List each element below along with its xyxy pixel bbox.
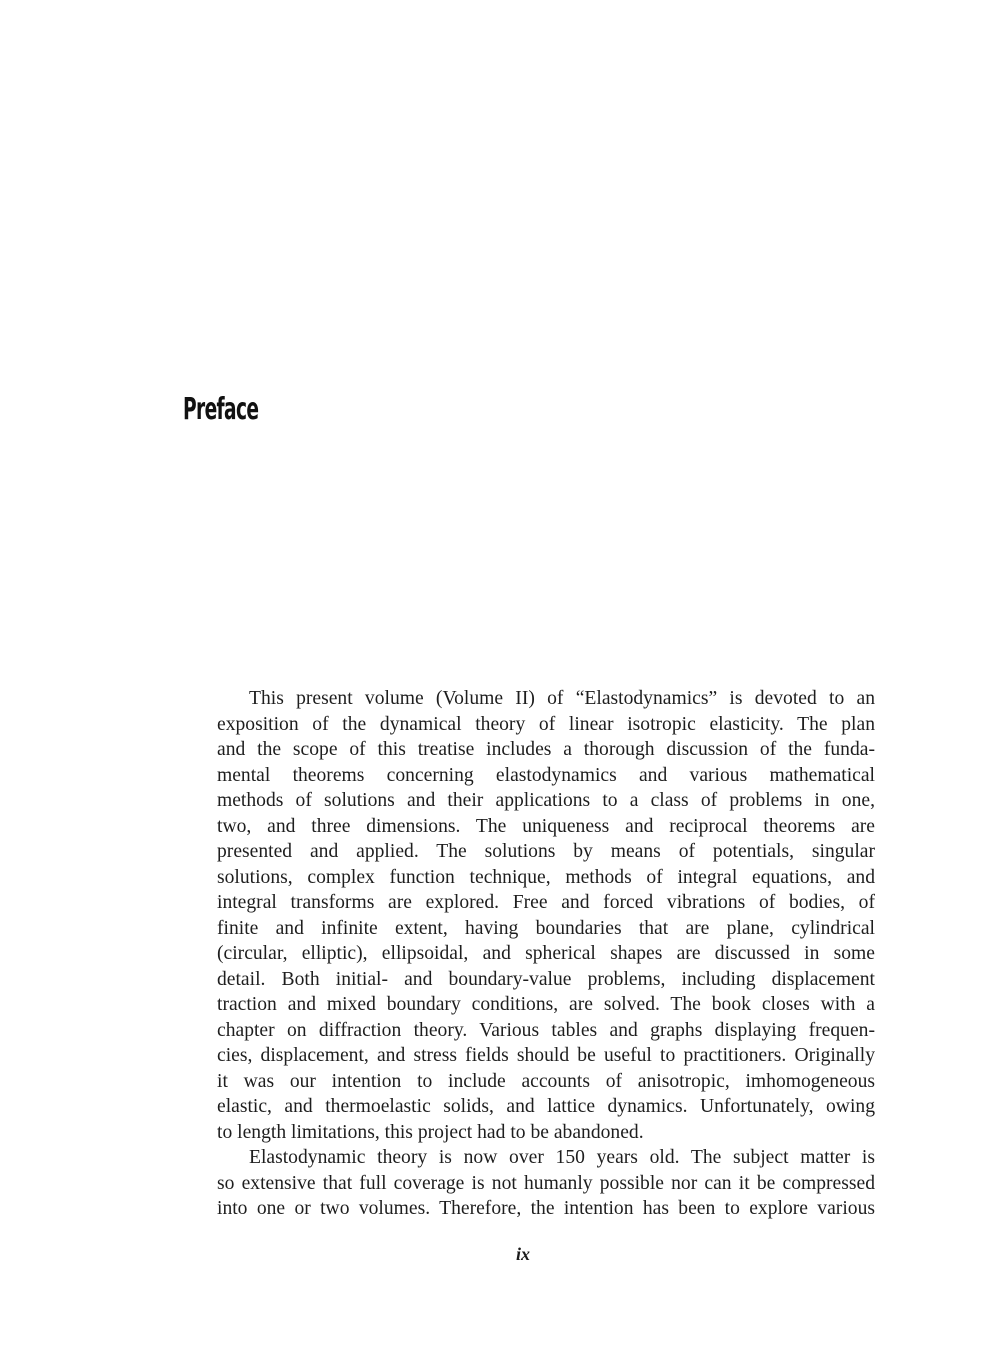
text-line: integral transforms are explored. Free and forced vibrations of bodies, of <box>217 892 875 913</box>
text-line: chapter on diffraction theory. Various tables and graphs displaying frequen- <box>217 1019 875 1041</box>
text-line: elastic, and thermoelastic solids, and lattice dynamics. Unfortunately, owing <box>217 1096 875 1117</box>
text-line: methods of solutions and their applications to a class of problems in one, <box>217 790 875 811</box>
text-line: presented and applied. The solutions by means of potentials, singular <box>217 841 875 862</box>
text-line: traction and mixed boundary conditions, are solved. The book closes with a <box>217 994 875 1015</box>
text-line: mental theorems concerning elastodynamics and various mathematical <box>217 764 875 786</box>
text-line: to length limitations, this project had to be abandoned. <box>217 1121 644 1143</box>
text-line: so extensive that full coverage is not humanly possible nor can it be compressed <box>217 1172 875 1194</box>
text-line: cies, displacement, and stress fields should be useful to practitioners. Originally <box>217 1045 875 1066</box>
text-line: This present volume (Volume II) of “Elastodynamics” is devoted to an <box>249 688 875 709</box>
text-line: it was our intention to include accounts of anisotropic, imhomogeneous <box>217 1070 875 1092</box>
text-line: into one or two volumes. Therefore, the intention has been to explore various <box>217 1198 875 1219</box>
page-title: Preface <box>183 392 259 427</box>
paragraph-1 <box>185 686 875 1145</box>
text-line: Elastodynamic theory is now over 150 years old. The subject matter is <box>249 1147 875 1168</box>
text-line: solutions, complex function technique, methods of integral equations, and <box>217 866 875 888</box>
page-number: ix <box>515 1244 530 1264</box>
preface-body <box>185 686 875 1222</box>
text-line: exposition of the dynamical theory of linear isotropic elasticity. The plan <box>217 713 875 735</box>
text-line: two, and three dimensions. The uniqueness and reciprocal theorems are <box>217 815 875 837</box>
text-line: finite and infinite extent, having boundaries that are plane, cylindrical <box>217 917 875 939</box>
paragraph-2 <box>185 1145 875 1222</box>
text-line: detail. Both initial- and boundary-value problems, including displacement <box>217 968 875 990</box>
text-line: (circular, elliptic), ellipsoidal, and spherical shapes are discussed in some <box>217 943 875 964</box>
text-line: and the scope of this treatise includes a thorough discussion of the funda- <box>217 739 875 760</box>
